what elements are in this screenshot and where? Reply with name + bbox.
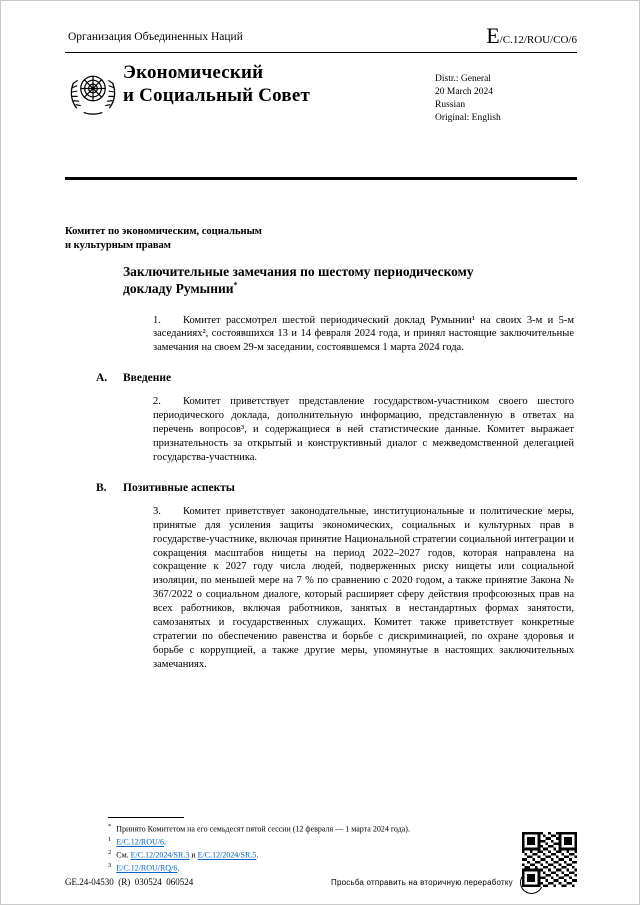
doc-symbol-rest: /C.12/ROU/CO/6 bbox=[499, 34, 577, 46]
footnote-1 bbox=[108, 835, 572, 848]
section-letter: B. bbox=[96, 481, 107, 494]
paragraph-text: Комитет приветствует представление государством-участником своего шестого периодического доклада, дополнительную информацию, представленную в ответах на перечень вопросов³, и содержащиеся в ней статистические данные. Комитет выражает признательность за открытый и конструктивный диалог с межведомственной делегацией государства-участника. bbox=[153, 396, 574, 463]
section-title: Позитивные аспекты bbox=[123, 481, 235, 494]
council-title-line2: и Социальный Совет bbox=[123, 85, 311, 107]
paragraph-1 bbox=[153, 314, 574, 356]
document-title bbox=[123, 263, 495, 298]
un-emblem-icon bbox=[65, 64, 121, 120]
paragraph-number: 1. bbox=[153, 314, 161, 326]
footnote-marker: 1 bbox=[108, 836, 112, 844]
ge-number: GE.24-04530 (R) 030524 060524 bbox=[65, 877, 194, 887]
section-heading-b bbox=[96, 481, 574, 494]
committee-name bbox=[65, 225, 262, 253]
footnote-marker: 2 bbox=[108, 849, 112, 857]
footnote-text: . bbox=[177, 864, 180, 874]
date-line: 20 March 2024 bbox=[435, 87, 494, 97]
footnote-marker: * bbox=[108, 823, 112, 830]
committee-line1: Комитет по экономическим, социальным bbox=[65, 226, 262, 237]
language-line: Russian bbox=[435, 100, 466, 110]
footnote-marker: 3 bbox=[108, 862, 112, 870]
footnote-rule bbox=[108, 817, 184, 818]
doc-symbol-prefix: E bbox=[486, 23, 500, 48]
original-line: Original: English bbox=[435, 113, 501, 123]
document-reference-link[interactable]: E/C.12/ROU/RQ/6 bbox=[116, 864, 178, 874]
distr-block bbox=[435, 73, 501, 125]
masthead-divider-rule bbox=[65, 177, 577, 180]
document-body bbox=[96, 263, 574, 686]
header-rule bbox=[65, 52, 577, 53]
document-title-text: Заключительные замечания по шестому периодическому докладу Румынии bbox=[123, 264, 474, 297]
footnote-text: См. bbox=[116, 850, 131, 860]
footnote-star bbox=[108, 822, 572, 835]
qr-code bbox=[522, 832, 577, 887]
paragraph-2 bbox=[153, 395, 574, 465]
paragraph-number: 3. bbox=[153, 505, 161, 517]
document-reference-link[interactable]: E/C.12/2024/SR.3 bbox=[130, 850, 190, 860]
paragraph-text: Комитет рассмотрел шестой периодический доклад Румынии¹ на своих 3-м и 5-м заседаниях², состоявшихся 13 и 14 февраля 2024 года, и принял настоящие заключительные замечания на своем 29-м заседании, состоявшемся 1 марта 2024 года. bbox=[153, 314, 574, 354]
footnotes-block bbox=[108, 817, 572, 875]
section-title: Введение bbox=[123, 372, 172, 385]
doc-symbol bbox=[486, 25, 577, 47]
paragraph-3 bbox=[153, 505, 574, 672]
footnote-text: . bbox=[164, 837, 167, 847]
footnote-text: Принято Комитетом на его семьдесят пятой сессии (12 февраля — 1 марта 2024 года). bbox=[116, 824, 410, 834]
council-title bbox=[123, 61, 310, 107]
footnote-text: . bbox=[256, 850, 259, 860]
footnote-2 bbox=[108, 848, 572, 861]
recycle-text: Просьба отправить на вторичную переработку bbox=[331, 878, 513, 887]
council-title-line1: Экономический bbox=[123, 62, 264, 83]
paragraph-number: 2. bbox=[153, 396, 161, 408]
document-reference-link[interactable]: E/C.12/2024/SR.5 bbox=[197, 850, 257, 860]
section-letter: A. bbox=[96, 372, 108, 385]
org-name: Организация Объединенных Наций bbox=[68, 31, 243, 43]
document-reference-link[interactable]: E/C.12/ROU/6 bbox=[116, 837, 165, 847]
title-footnote-marker: * bbox=[233, 280, 238, 290]
paragraph-text: Комитет приветствует законодательные, институциональные и политические меры, принятые для усиления защиты экономических, социальных и культурных прав в государстве-участнике, включая принятие Национальной стратегии социальной интеграции и сокращения масштабов нищеты на период 2022–2027 годов, которая направлена на сокращение к 2027 году числа людей, подверженных риску нищеты или социальной изоляции, по меньшей мере на 7 % по сравнению с 2020 годом, а также принятие Закона № 367/2022 о социальном диалоге, который расширяет сферу действия профсоюзных прав на всех работников, включая работников, занятых в нестандартных формах занятости, самозанятых и государственных служащих. Комитет также приветствует конкретные стратегии по обеспечению равенства и борьбе с дискриминацией, по охране здоровья и борьбе с коррупцией, а также другие меры, упомянутые в настоящих заключительных замечаниях. bbox=[153, 505, 574, 670]
distr-line: Distr.: General bbox=[435, 74, 491, 84]
committee-line2: и культурным правам bbox=[65, 240, 171, 252]
footnote-text: и bbox=[189, 850, 198, 860]
recycle-notice bbox=[331, 871, 543, 894]
section-heading-a bbox=[96, 372, 574, 385]
